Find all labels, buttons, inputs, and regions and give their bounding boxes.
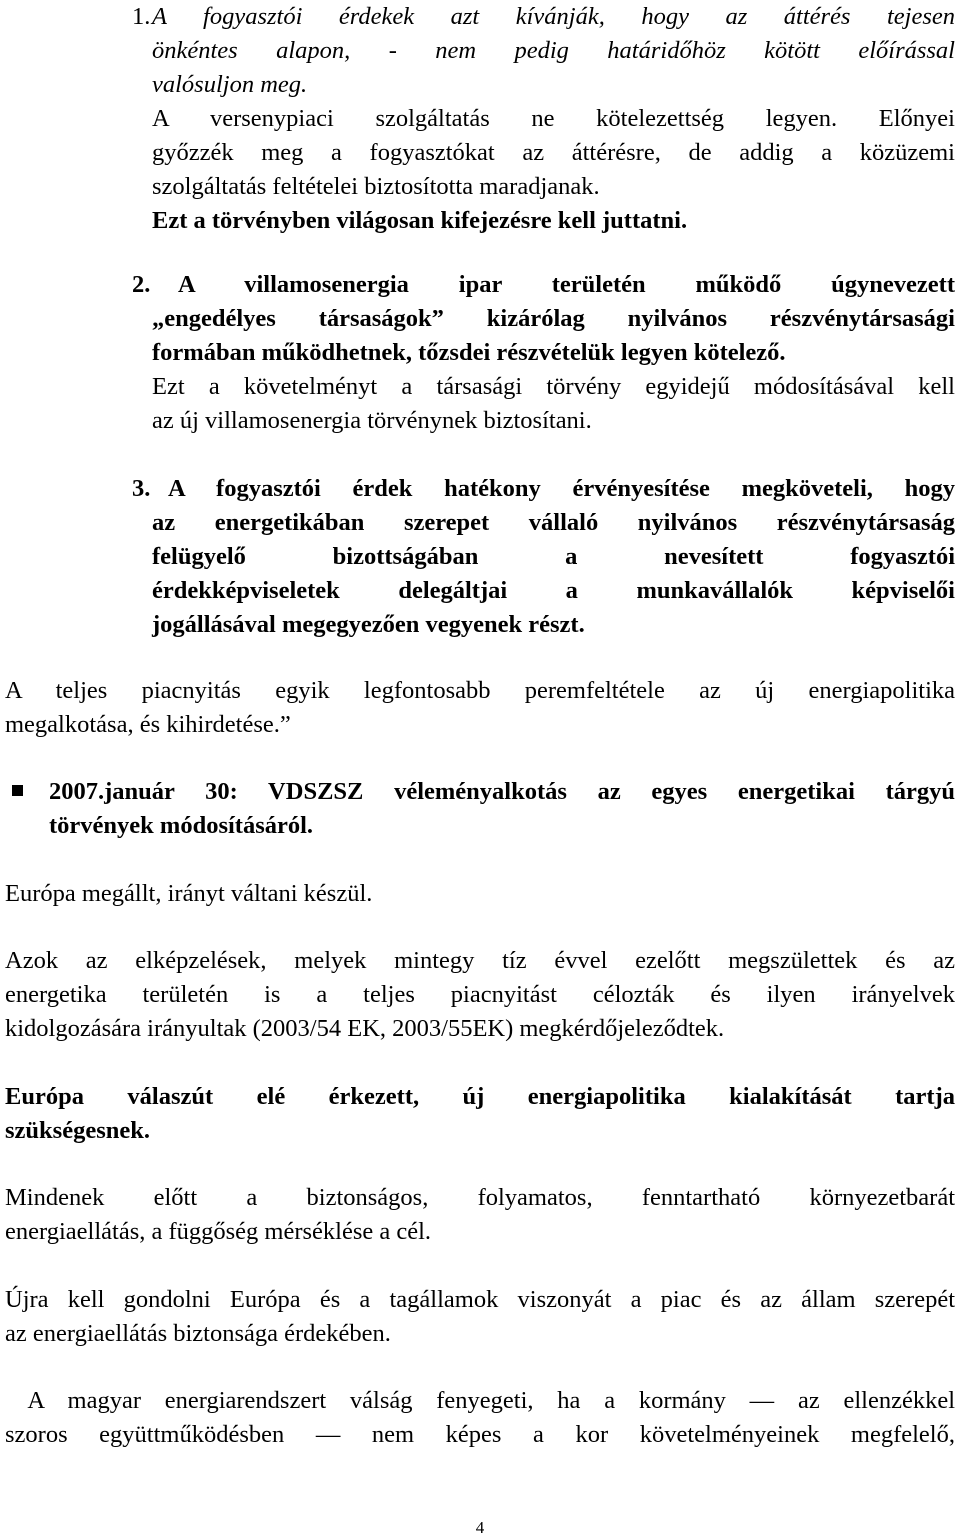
text-line-bold: „engedélyes társaságok” kizárólag nyilvános részvénytársasági	[152, 305, 955, 332]
paragraph	[5, 1283, 955, 1351]
text-line-bold: az energetikában szerepet vállaló nyilvános részvénytársaság	[152, 509, 955, 536]
text-line-bold: jogállásával megegyezően vegyenek részt.	[152, 611, 585, 638]
text-line-bold: Európa válaszút elé érkezett, új energiapolitika kialakítását tartja	[5, 1083, 955, 1110]
text-line: Újra kell gondolni Európa és a tagállamok viszonyát a piac és az állam szerepét	[5, 1286, 955, 1313]
text-line: energiaellátás, a függőség mérséklése a cél.	[5, 1218, 432, 1245]
paragraph	[5, 877, 955, 911]
text-line: kidolgozására irányultak (2003/54 EK, 2003/55EK) megkérdőjeleződtek.	[5, 1015, 725, 1042]
text-line-bold: felügyelő bizottságában a nevesített fogyasztói	[152, 543, 955, 570]
text-line: A teljes piacnyitás egyik legfontosabb peremfeltétele az új energiapolitika	[5, 677, 955, 704]
text-line: az energiaellátás biztonsága érdekében.	[5, 1320, 391, 1347]
page-number: 4	[475, 1518, 485, 1537]
list-number: 3.	[132, 475, 151, 502]
list-number: 1.	[132, 3, 151, 30]
text-line-bold: formában működhetnek, tőzsdei részvételük legyen kötelező.	[152, 339, 786, 366]
text-line: önkéntes alapon, - nem pedig határidőhöz kötött előírással	[152, 37, 955, 64]
paragraph-bold	[5, 1080, 955, 1148]
text-line: Ezt a követelményt a társasági törvény egyidejű módosításával kell	[152, 373, 955, 400]
paragraph	[5, 674, 955, 742]
text-line: megalkotása, és kihirdetése.”	[5, 711, 291, 738]
text-line: energetika területén is a teljes piacnyitást célozták és ilyen irányelvek	[5, 981, 955, 1008]
text-line: A fogyasztói érdekek azt kívánják, hogy az áttérés tejesen	[152, 3, 955, 30]
text-line-bold: szükségesnek.	[5, 1117, 150, 1144]
text-line: Európa megállt, irányt váltani készül.	[5, 880, 373, 907]
list-number: 2.	[132, 271, 151, 298]
text-line: győzzék meg a fogyasztókat az áttérésre, de addig a közüzemi	[152, 139, 955, 166]
text-line: valósuljon meg.	[152, 71, 308, 98]
paragraph	[5, 1384, 955, 1452]
text-line-bold: törvények módosításáról.	[49, 812, 314, 839]
bullet-square-icon	[12, 785, 23, 796]
text-line: az új villamosenergia törvénynek biztosítani.	[152, 407, 592, 434]
text-line: A versenypiaci szolgáltatás ne kötelezettség legyen. Előnyei	[152, 105, 955, 132]
text-line: Azok az elképzelések, melyek mintegy tíz évvel ezelőtt megszülettek és az	[5, 947, 955, 974]
text-line: Mindenek előtt a biztonságos, folyamatos, fenntartható környezetbarát	[5, 1184, 955, 1211]
text-line-bold: A villamosenergia ipar területén működő úgynevezett	[178, 271, 955, 298]
text-line: szolgáltatás feltételei biztosította maradjanak.	[152, 173, 600, 200]
text-line: szoros együttműködésben — nem képes a kor követelményeinek megfelelő,	[5, 1421, 955, 1448]
text-line: A magyar energiarendszert válság fenyegeti, ha a kormány — az ellenzékkel	[5, 1387, 955, 1414]
text-line-bold: A fogyasztói érdek hatékony érvényesítése megköveteli, hogy	[168, 475, 955, 502]
paragraph	[5, 1181, 955, 1249]
paragraph	[5, 944, 955, 1046]
text-line-bold: Ezt a törvényben világosan kifejezésre kell juttatni.	[152, 207, 688, 234]
text-line-bold: 2007.január 30: VDSZSZ véleményalkotás az egyes energetikai tárgyú	[49, 778, 955, 805]
text-line-bold: érdekképviseletek delegáltjai a munkavállalók képviselői	[152, 577, 955, 604]
